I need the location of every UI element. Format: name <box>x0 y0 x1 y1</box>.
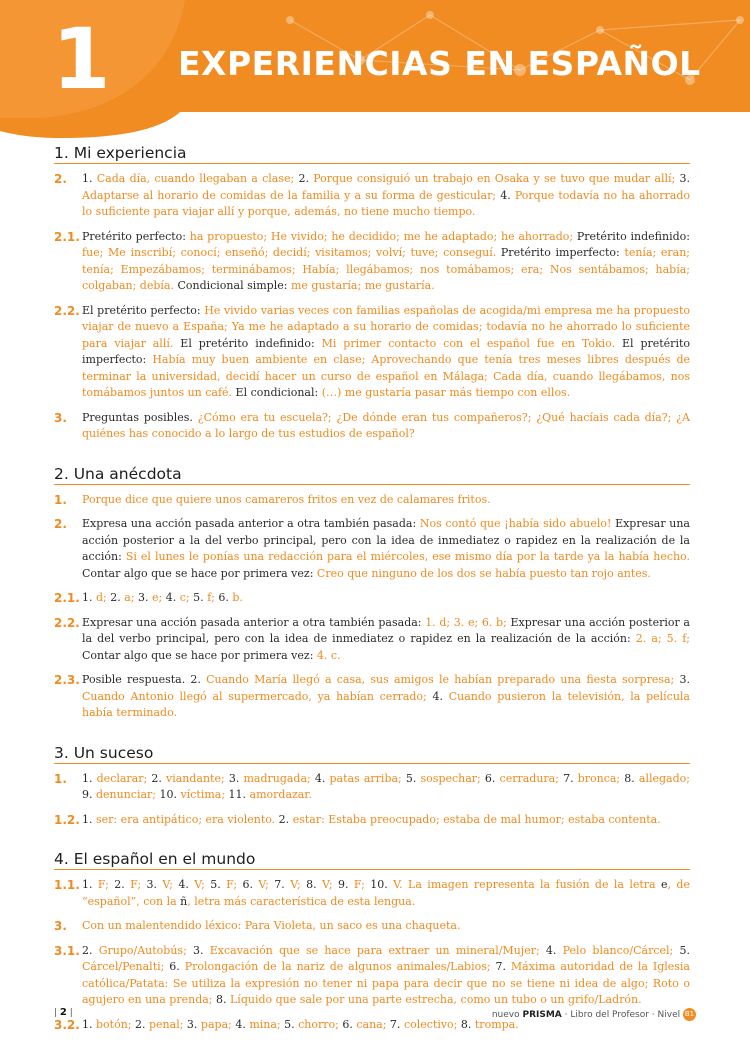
answer-text: declarar; <box>96 771 148 785</box>
answer-text: e; <box>152 591 163 604</box>
answer-key-content <box>54 142 690 1041</box>
instruction-text: 2. <box>82 943 99 957</box>
answer-text: V; <box>194 878 205 891</box>
answer-text: f; <box>207 591 215 604</box>
answer-text: Adaptarse al horario de comidas de la familia y a su forma de gesticular; <box>82 188 497 202</box>
exercise-number: 3.2. <box>54 1017 80 1032</box>
exercise-number: 2. <box>54 172 67 186</box>
section <box>54 848 690 1033</box>
exercise-answer <box>54 410 690 443</box>
instruction-text: 11. <box>225 788 250 801</box>
answer-text: mina; <box>249 1017 281 1031</box>
answer-text: me gustaría; me gustaría. <box>290 279 435 292</box>
chapter-header <box>0 0 750 138</box>
answer-text: patas arriba; <box>329 771 402 785</box>
answer-text: V. La imagen representa la fusión de la letra <box>393 878 662 891</box>
instruction-text: 1. <box>82 812 96 826</box>
chapter-title: EXPERIENCIAS EN ESPAÑOL <box>178 44 701 83</box>
exercise-answer <box>54 943 690 1009</box>
exercise-number: 2.2. <box>54 615 80 630</box>
exercise-number: 1.2. <box>54 812 80 827</box>
instruction-text: 4. <box>162 591 180 604</box>
exercise-answer <box>54 303 690 402</box>
answer-text: Si el lunes le ponías una redacción para el miércoles, ese mismo día por la tarde ya la había hecho. <box>125 550 691 563</box>
answer-text: (…) me gustaría pasar más tiempo con ellos. <box>321 386 571 399</box>
answer-text: ¿Cómo era tu escuela?; ¿De dónde eran tus compañeros?; ¿Qué hacíais cada día?; ¿A quiénes has conocido a lo largo de tus estudios de español? <box>82 410 690 440</box>
answer-text: 2. a; 5. f; <box>635 632 690 645</box>
answer-text: allegado; <box>638 771 690 785</box>
exercise-number: 2.3. <box>54 673 80 687</box>
answer-text: Porque dice que quiere unos camareros fritos en vez de calamares fritos. <box>82 492 491 506</box>
answer-text: viandante; <box>165 771 225 785</box>
instruction-text: Preguntas posibles. <box>82 410 198 424</box>
instruction-text: 4. <box>231 1017 250 1031</box>
exercise-text <box>82 229 690 295</box>
answer-text: colectivo; <box>403 1017 458 1031</box>
instruction-text: 8. <box>300 878 323 891</box>
answer-text: penal; <box>149 1017 184 1031</box>
instruction-text: 3. <box>224 771 244 785</box>
section-title: 4. El español en el mundo <box>54 848 690 870</box>
instruction-text: El pretérito indefinido: <box>173 336 322 350</box>
exercise-text <box>82 943 690 1009</box>
answer-text: amordazar. <box>249 788 312 801</box>
answer-text: F; <box>226 878 238 891</box>
answer-text: Excavación que se hace para extraer un mineral/Mujer; <box>209 943 540 957</box>
exercise-answer <box>54 229 690 295</box>
instruction-text: 8. <box>212 993 230 1006</box>
instruction-text: El pretérito imperfecto: <box>82 336 691 366</box>
instruction-text: 10. <box>364 878 394 891</box>
instruction-text: 2. <box>108 878 131 891</box>
instruction-text: El pretérito perfecto: <box>82 303 205 317</box>
instruction-text: Expresar una acción posterior a la del verbo principal, pero con la idea de inmediatez o rapidez en la realización de la acción: <box>82 517 690 563</box>
instruction-text: 6. <box>338 1017 357 1031</box>
level-badge: B1 <box>683 1008 696 1021</box>
instruction-text: 2. <box>294 172 314 185</box>
section-title: 2. Una anécdota <box>54 463 690 485</box>
instruction-text: 3. <box>675 172 690 185</box>
section <box>54 463 690 722</box>
instruction-text: 4. <box>172 878 195 891</box>
instruction-text: 6. <box>480 771 500 785</box>
exercise-number: 2.1. <box>54 591 80 605</box>
exercise-answer <box>54 516 690 582</box>
brand-name: PRISMA <box>522 1010 562 1020</box>
instruction-text: 7. <box>386 1017 404 1031</box>
exercise-answer <box>54 615 690 665</box>
exercise-text <box>82 771 690 804</box>
answer-text: Líquido que sale por una parte estrecha, como un tubo o un grifo/Ladrón. <box>230 993 642 1006</box>
instruction-text: 8. <box>457 1017 475 1031</box>
answer-text: Cada día, cuando llegaban a clase; <box>96 172 295 185</box>
exercise-answer <box>54 918 690 935</box>
exercise-answer <box>54 672 690 722</box>
exercise-number: 1. <box>54 771 67 786</box>
exercise-text <box>82 410 690 443</box>
instruction-text: e <box>661 878 668 891</box>
instruction-text: Posible respuesta. 2. <box>82 673 207 686</box>
instruction-text: El condicional: <box>232 386 322 399</box>
answer-text: madrugada; <box>243 771 311 785</box>
exercise-text <box>82 590 690 607</box>
answer-text: Cuando pusieron la televisión, la película había terminado. <box>82 689 690 719</box>
instruction-text: 3. <box>186 943 210 957</box>
answer-text: cana; <box>356 1017 387 1031</box>
exercise-number: 1.1. <box>54 878 80 892</box>
section-title: 3. Un suceso <box>54 742 690 764</box>
answer-text: fue; Me inscribí; conocí; enseñó; decidí; visitamos; volví; tuve; conseguí. <box>82 246 497 259</box>
exercise-answer <box>54 812 690 829</box>
instruction-text: 3. <box>674 673 690 686</box>
answer-text: V; <box>290 878 301 891</box>
answer-text: Cárcel/Penalti; <box>82 960 165 973</box>
instruction-text: 5. <box>204 878 227 891</box>
exercise-text <box>82 615 690 665</box>
exercise-number: 1. <box>54 492 67 507</box>
page-footer <box>54 1007 696 1023</box>
exercise-answer <box>54 171 690 221</box>
instruction-text: 7. <box>268 878 291 891</box>
brand-suffix: · Libro del Profesor · Nivel <box>564 1010 681 1020</box>
answer-text: a; <box>124 591 135 604</box>
instruction-text: 3. <box>134 591 153 604</box>
instruction-text: 1. <box>82 1017 96 1031</box>
answer-text: F; <box>353 878 365 891</box>
answer-text: Con un malentendido léxico: Para Violeta, un saco es una chaqueta. <box>82 919 461 932</box>
answer-text: Había muy buen ambiente en clase; Aprovechando que tenía tres meses libres después de terminar la universidad, decidí hacer un curso de español en Málaga; Cada día, cuando llegábamos, nos tomábamos juntos un café. <box>82 353 690 399</box>
instruction-text: 6. <box>237 878 259 891</box>
chapter-number: 1 <box>52 10 111 108</box>
instruction-text: 5. <box>189 591 208 604</box>
instruction-text: Pretérito imperfecto: <box>496 246 625 259</box>
answer-text: F; <box>130 878 142 891</box>
instruction-text: Condicional simple: <box>173 279 291 292</box>
answer-text: trompa. <box>474 1017 519 1031</box>
answer-text: b. <box>232 591 243 604</box>
instruction-text: ñ <box>180 894 188 908</box>
instruction-text: Contar algo que se hace por primera vez: <box>82 566 317 580</box>
exercise-number: 3. <box>54 919 67 933</box>
instruction-text: 8. <box>620 771 639 785</box>
answer-text: 4. c. <box>316 648 341 662</box>
instruction-text: 10. <box>156 788 181 801</box>
exercise-text <box>82 303 690 402</box>
instruction-text: 3. <box>141 878 163 891</box>
answer-text: chorro; <box>298 1017 339 1031</box>
exercise-number: 3.1. <box>54 943 80 958</box>
instruction-text: 1. <box>82 591 96 604</box>
answer-text: He vivido varias veces con familias españolas de acogida/mi empresa me ha propuesto viajar de nuevo a España; Ya me he adaptado a su horario de comidas; todavía no he ahorrado lo suficiente para viajar allí. <box>82 303 690 350</box>
answer-text: sospechar; <box>420 771 481 785</box>
exercise-answer <box>54 590 690 607</box>
page-number-box: | 2 | <box>54 1007 73 1018</box>
instruction-text: 3. <box>183 1017 201 1031</box>
instruction-text: Pretérito perfecto: <box>82 229 190 243</box>
instruction-text: 2. <box>147 771 166 785</box>
answer-text: , de “español”, con la <box>82 878 690 908</box>
instruction-text: 5. <box>673 943 690 957</box>
answer-text: denunciar; <box>96 788 157 801</box>
answer-text: 1. d; 3. e; 6. b; <box>425 615 507 629</box>
answer-text: Porque consiguió un trabajo en Osaka y se tuvo que mudar allí; <box>313 172 676 185</box>
exercise-text <box>82 492 690 509</box>
exercise-text <box>82 877 690 910</box>
answer-text: ser: era antipático; era violento. <box>96 812 276 826</box>
exercise-text <box>82 812 690 829</box>
answer-text: V; <box>258 878 269 891</box>
answer-text: ha propuesto; He vivido; he decidido; me he adaptado; he ahorrado; <box>189 229 574 243</box>
exercise-answer <box>54 771 690 804</box>
answer-text: estar: Estaba preocupado; estaba de mal humor; estaba contenta. <box>292 812 661 826</box>
section <box>54 142 690 443</box>
instruction-text: 9. <box>82 788 96 801</box>
answer-text: d; <box>96 591 107 604</box>
answer-text: papa; <box>200 1017 232 1031</box>
answer-text: tenía; eran; tenía; Empezábamos; terminábamos; Había; llegábamos; nos tomábamos; era; Nos sentábamos; había; colgaban; debía. <box>82 246 690 292</box>
instruction-text: 1. <box>82 771 97 785</box>
answer-text: bronca; <box>577 771 621 785</box>
exercise-number: 2.2. <box>54 303 80 318</box>
answer-text: Nos contó que ¡había sido abuelo! <box>419 517 612 530</box>
instruction-text: 2. <box>275 812 293 826</box>
answer-text: Cuando María llegó a casa, sus amigos le habían preparado una fiesta sorpresa; <box>206 673 675 686</box>
instruction-text: Pretérito indefinido: <box>573 229 690 243</box>
answer-text: Máxima autoridad de la Iglesia católica/Patata: Se utiliza la expresión no tener ni papa para decir que no se tiene ni idea de algo; Roto o agujero en una prenda; <box>82 960 690 1006</box>
exercise-text <box>82 918 690 935</box>
exercise-number: 2. <box>54 517 67 531</box>
instruction-text: 4. <box>426 689 449 703</box>
instruction-text: 1. <box>82 878 98 891</box>
answer-text: Pelo blanco/Cárcel; <box>562 943 674 957</box>
answer-text: F; <box>97 878 109 891</box>
answer-text: botón; <box>96 1017 132 1031</box>
section-title: 1. Mi experiencia <box>54 142 690 164</box>
brand-line <box>492 1008 696 1021</box>
exercise-number: 2.1. <box>54 229 80 244</box>
instruction-text: 5. <box>280 1017 299 1031</box>
answer-text: Cuando Antonio llegó al supermercado, ya habían cerrado; <box>82 689 427 703</box>
brand-prefix: nuevo <box>491 1010 520 1020</box>
answer-text: víctima; <box>180 788 226 801</box>
answer-text: Prolongación de la nariz de algunos animales/Labios; <box>184 960 491 973</box>
instruction-text: Expresar una acción pasada anterior a otra también pasada: <box>82 615 426 629</box>
page-number: 2 <box>59 1007 67 1018</box>
section <box>54 742 690 829</box>
exercise-answer <box>54 492 690 509</box>
answer-text: V; <box>322 878 333 891</box>
answer-text: Creo que ninguno de los dos se había puesto tan rojo antes. <box>316 566 651 580</box>
instruction-text: 7. <box>558 771 578 785</box>
instruction-text: 1. <box>82 172 97 185</box>
instruction-text: 4. <box>496 188 515 202</box>
instruction-text: 2. <box>106 591 125 604</box>
instruction-text: Expresar una acción posterior a la del verbo principal, pero con la idea de inmediatez o rapidez en la realización de la acción: <box>82 615 690 645</box>
answer-text: , letra más característica de esta lengua. <box>187 894 416 908</box>
instruction-text: 4. <box>539 943 563 957</box>
exercise-number: 3. <box>54 410 67 425</box>
instruction-text: Contar algo que se hace por primera vez: <box>82 648 317 662</box>
answer-text: c; <box>179 591 190 604</box>
answer-text: cerradura; <box>499 771 559 785</box>
instruction-text: 6. <box>214 591 233 604</box>
exercise-text <box>82 171 690 221</box>
answer-text: Grupo/Autobús; <box>98 943 187 957</box>
instruction-text: 7. <box>490 960 511 973</box>
instruction-text: 6. <box>164 960 185 973</box>
exercise-text <box>82 516 690 582</box>
answer-text: V; <box>162 878 173 891</box>
answer-text: Porque todavía no ha ahorrado lo suficiente para viajar allí y porque, además, no tiene mucho tiempo. <box>82 188 690 218</box>
exercise-answer <box>54 877 690 910</box>
instruction-text: 9. <box>332 878 354 891</box>
instruction-text: 5. <box>401 771 421 785</box>
exercise-text <box>82 672 690 722</box>
instruction-text: 4. <box>310 771 330 785</box>
answer-text: Mi primer contacto con el español fue en Tokio. <box>321 336 616 350</box>
instruction-text: Expresa una acción pasada anterior a otra también pasada: <box>82 517 420 530</box>
instruction-text: 2. <box>131 1017 149 1031</box>
